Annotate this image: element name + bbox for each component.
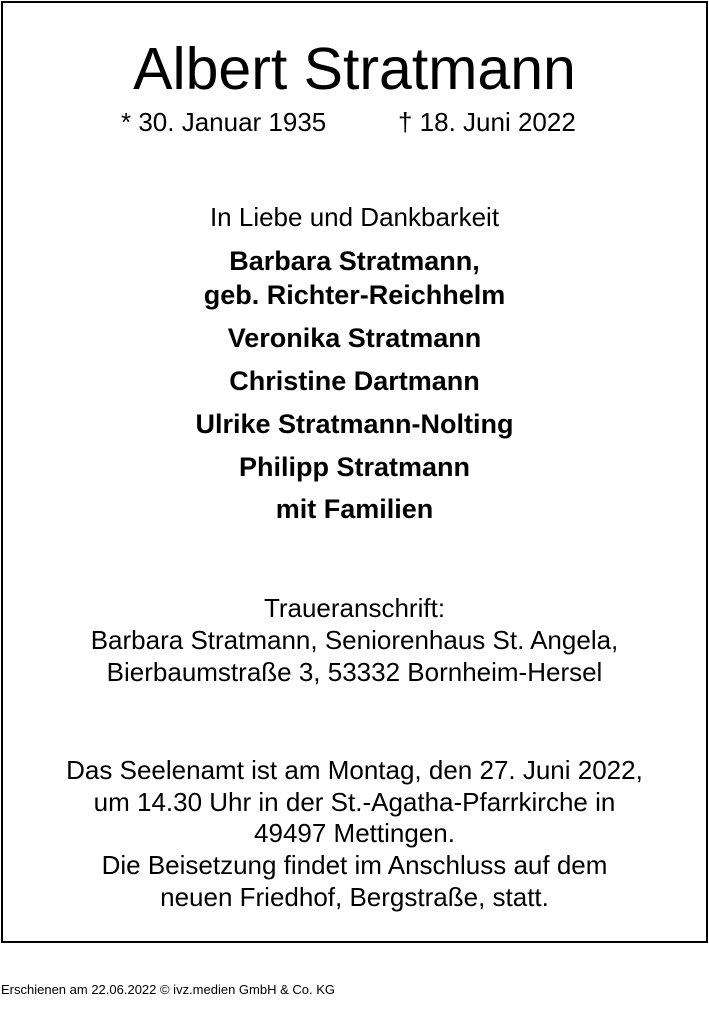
mourner-line: Ulrike Stratmann-Nolting: [195, 409, 514, 439]
publication-footer: Erschienen am 22.06.2022 © ivz.medien GmbH & Co. KG: [1, 982, 336, 997]
address-line: Barbara Stratmann, Seniorenhaus St. Angela,: [90, 625, 619, 655]
mourner-line: Philipp Stratmann: [238, 452, 471, 482]
address-line: Bierbaumstraße 3, 53332 Bornheim-Hersel: [106, 657, 603, 687]
mourner-line: mit Familien: [275, 494, 434, 524]
service-line: neuen Friedhof, Bergstraße, statt.: [160, 882, 549, 912]
birth-date: * 30. Januar 1935: [121, 107, 327, 137]
service-line: um 14.30 Uhr in der St.-Agatha-Pfarrkirche in: [93, 787, 616, 817]
death-date: † 18. Juni 2022: [398, 107, 576, 137]
service-line: 49497 Mettingen.: [254, 818, 455, 848]
mourner-line: Christine Dartmann: [229, 366, 480, 396]
intro-text: In Liebe und Dankbarkeit: [209, 202, 500, 232]
service-line: Die Beisetzung findet im Anschluss auf dem: [101, 850, 608, 880]
mourner-line: Veronika Stratmann: [227, 323, 482, 353]
address-heading: Traueranschrift:: [263, 593, 446, 623]
deceased-name: Albert Stratmann: [133, 36, 576, 102]
mourner-line: Barbara Stratmann,: [229, 246, 480, 276]
service-line: Das Seelenamt ist am Montag, den 27. Juni 2022,: [66, 755, 643, 785]
mourner-line: geb. Richter-Reichhelm: [203, 280, 506, 310]
